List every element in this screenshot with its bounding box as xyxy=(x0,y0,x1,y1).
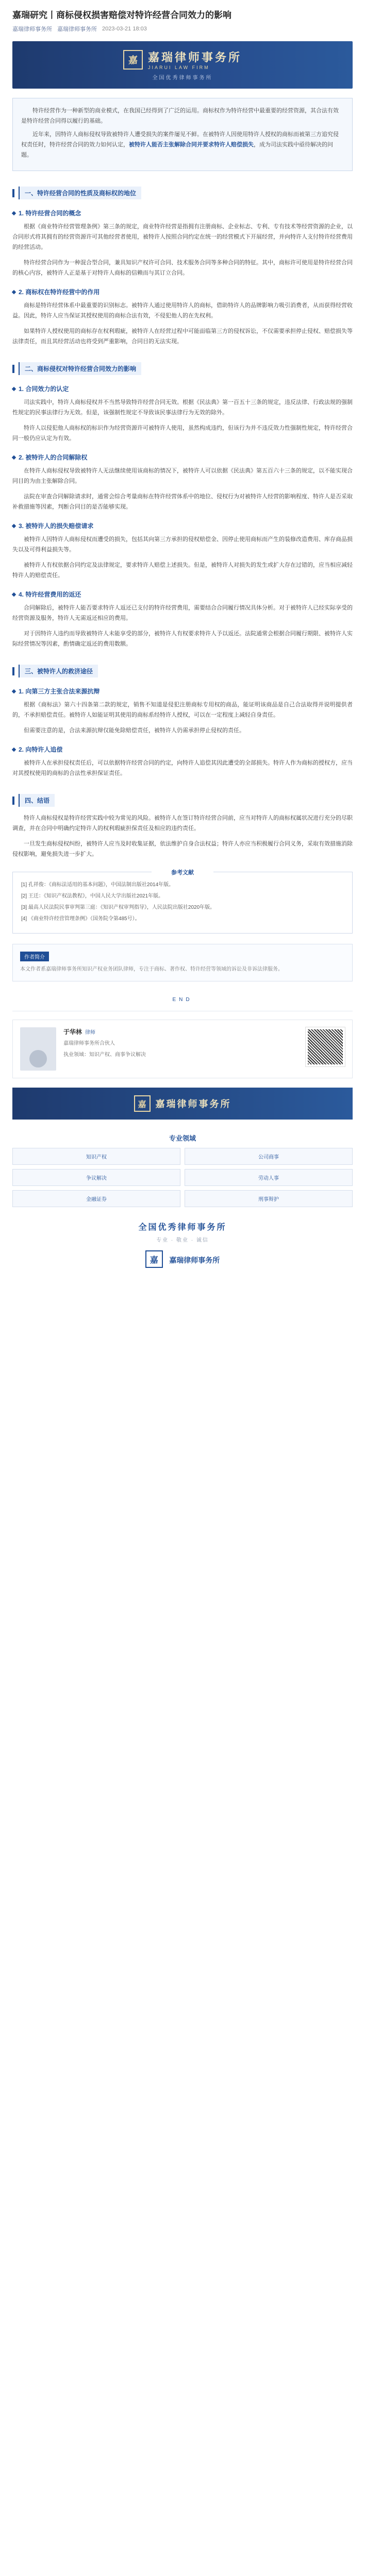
intro-paragraph-2: 近年来，因特许人商标侵权导致被特许人遭受损失的案件屡见不鲜。在被特许人因使用特许人授权的商标而被第三方追究侵权责任时，特许经营合同的效力如何认定，被特许人能否主张解除合同并要求特许人赔偿损失，成为司法实践中亟待解决的问题。 xyxy=(21,131,339,158)
paragraph: 被特许人在承担侵权责任后，可以依据特许经营合同的约定，向特许人追偿其因此遭受的全部损失。特许人作为商标的授权方，应当对其授权使用的商标的合法性承担保证责任。 xyxy=(12,760,353,776)
publish-date: 2023-03-21 18:03 xyxy=(102,26,147,32)
business-item[interactable]: 刑事辩护 xyxy=(185,1190,353,1207)
subsection-title: 1. 向第三方主张合法来源抗辩 xyxy=(19,688,100,695)
section-heading-bar xyxy=(12,365,14,373)
firm-name-en: JIARUI LAW FIRM xyxy=(147,65,210,70)
bottom-firm-name: 嘉瑞律师事务所 xyxy=(169,1256,220,1265)
business-item[interactable]: 争议解决 xyxy=(12,1169,180,1186)
business-item[interactable]: 知识产权 xyxy=(12,1148,180,1165)
article-section xyxy=(12,665,353,778)
lawyer-info-1: 嘉瑞律师事务所合伙人 xyxy=(63,1041,115,1046)
section-heading-label: 三、被特许人的救济途径 xyxy=(19,665,98,677)
author-intro-box xyxy=(12,944,353,981)
bottom-sub: 专业 · 敬业 · 诚信 xyxy=(156,1238,209,1243)
article-page xyxy=(0,0,365,1268)
subsection-title: 3. 被特许人的损失赔偿请求 xyxy=(19,522,94,530)
subsection-title: 2. 商标权在特许经营中的作用 xyxy=(19,289,100,296)
section-heading-label: 四、结语 xyxy=(19,794,55,807)
paragraph: 一旦发生商标侵权纠纷，被特许人应当及时收集证据，依法维护自身合法权益；特许人亦应当积极履行合同义务，采取有效措施消除侵权影响，避免损失进一步扩大。 xyxy=(12,841,353,857)
subsection-heading xyxy=(12,287,353,296)
diamond-bullet-icon xyxy=(12,523,16,528)
bottom-slogan: 全国优秀律师事务所 xyxy=(138,1223,227,1232)
firm-name: 嘉瑞律师事务所 xyxy=(147,51,242,64)
reference-item: [3] 最高人民法院民事审判第三庭：《知识产权审判指导》，人民法院出版社2020年版。 xyxy=(21,905,215,910)
footer-logo-icon: 嘉 xyxy=(134,1095,151,1112)
reference-item: [4] 《商业特许经营管理条例》（国务院令第485号）。 xyxy=(21,916,140,922)
section-heading xyxy=(12,362,353,375)
paragraph: 特许经营合同作为一种混合型合同，兼具知识产权许可合同、技术服务合同等多种合同的特征。其中，商标许可使用是特许经营合同的核心内容，被特许人正是基于对特许人商标的信赖而与其订立合同。 xyxy=(12,260,353,276)
paragraph: 但需要注意的是，合法来源抗辩仅能免除赔偿责任，被特许人仍需承担停止侵权的责任。 xyxy=(24,727,245,734)
references-list xyxy=(13,880,352,924)
bottom-logo xyxy=(126,1250,239,1268)
paragraph: 根据《商标法》第六十四条第二款的规定，销售不知道是侵犯注册商标专用权的商品，能证明该商品是自己合法取得并说明提供者的，不承担赔偿责任。被特许人如能证明其使用的商标系经特许人授权，可以在一定程度上减轻自身责任。 xyxy=(12,702,353,718)
subsection-heading xyxy=(12,384,353,393)
article-meta xyxy=(12,25,353,33)
bottom-logo-icon: 嘉 xyxy=(145,1250,163,1268)
diamond-bullet-icon xyxy=(12,747,16,751)
subsection-title: 1. 合同效力的认定 xyxy=(19,385,69,393)
subsection-heading xyxy=(12,687,353,696)
article-title: 嘉瑞研究丨商标侵权损害赔偿对特许经营合同效力的影响 xyxy=(12,10,231,20)
lawyer-avatar xyxy=(20,1027,56,1071)
end-mark: END xyxy=(172,997,193,1003)
diamond-bullet-icon xyxy=(12,592,16,596)
references-box xyxy=(12,872,353,934)
business-title: 专业领域 xyxy=(169,1134,196,1142)
section-heading-label: 一、特许经营合同的性质及商标权的地位 xyxy=(19,187,141,199)
subsection-heading xyxy=(12,521,353,530)
qr-code-icon xyxy=(306,1027,345,1066)
paragraph: 特许人商标侵权是特许经营实践中较为常见的风险。被特许人在签订特许经营合同前，应当对特许人的商标权属状况进行充分的尽职调查，并在合同中明确约定特许人的权利瑕疵担保责任及相应的违约责任。 xyxy=(12,815,353,832)
lawyer-name: 于华林 xyxy=(63,1028,82,1036)
intro-paragraph-1: 特许经营作为一种新型的商业模式，在我国已经得到了广泛的运用。商标权作为特许经营中最重要的经营资源，其合法有效是特许经营合同得以履行的基础。 xyxy=(21,108,339,124)
paragraph: 对于因特许人违约而导致被特许人未能享受的部分，被特许人有权要求特许人予以返还。法院通常会根据合同履行期限、被特许人实际经营情况等因素，酌情确定返还的费用数额。 xyxy=(12,631,353,647)
author-intro-tag: 作者简介 xyxy=(20,952,49,961)
paragraph: 法院在审查合同解除请求时，通常会综合考量商标在特许经营体系中的地位、侵权行为对被特许人经营的影响程度、特许人是否采取补救措施等因素，判断合同目的是否能够实现。 xyxy=(12,494,353,510)
author-intro-text: 本文作者系嘉瑞律师事务所知识产权业务团队律师，专注于商标、著作权、特许经营等领域的诉讼及非诉法律服务。 xyxy=(20,967,283,972)
footer-banner xyxy=(12,1088,353,1120)
lawyer-info-2: 执业领域：知识产权、商事争议解决 xyxy=(63,1052,146,1058)
subsection-title: 4. 特许经营费用的返还 xyxy=(19,591,81,598)
subsection-title: 2. 向特许人追偿 xyxy=(19,746,63,753)
section-heading-bar xyxy=(12,189,14,197)
paragraph: 在特许人商标侵权导致被特许人无法继续使用该商标的情况下，被特许人可以依据《民法典》第五百六十三条的规定，以不能实现合同目的为由主张解除合同。 xyxy=(12,468,353,484)
paragraph: 商标是特许经营体系中最重要的识别标志。被特许人通过使用特许人的商标，借助特许人的品牌影响力吸引消费者，从而获得经营收益。因此，特许人应当保证其授权使用的商标合法有效，不侵犯他人的在先权利。 xyxy=(12,302,353,319)
business-item[interactable]: 劳动人事 xyxy=(185,1169,353,1186)
paragraph: 特许人以侵犯他人商标权的标识作为经营资源许可被特许人使用，虽然构成违约，但该行为并不违反效力性强制性规定，特许经营合同一般仍应认定为有效。 xyxy=(12,425,353,442)
subsection-heading xyxy=(12,590,353,599)
lawyer-card xyxy=(12,1020,353,1078)
intro-highlight: 被特许人能否主张解除合同并要求特许人赔偿损失 xyxy=(129,142,254,148)
lawyer-role: 律师 xyxy=(85,1030,96,1036)
references-title: 参考文献 xyxy=(152,868,213,876)
account-name[interactable]: 嘉瑞律师事务所 xyxy=(57,26,97,32)
reference-item: [2] 王迁：《知识产权法教程》，中国人民大学出版社2021年版。 xyxy=(21,893,164,899)
reference-item: [1] 孔祥俊：《商标法适用的基本问题》，中国法制出版社2014年版。 xyxy=(21,882,174,888)
article-author[interactable]: 嘉瑞律师事务所 xyxy=(12,26,52,32)
article-header xyxy=(0,0,365,36)
paragraph: 被特许人因特许人商标侵权而遭受的损失，包括其向第三方承担的侵权赔偿金、因停止使用商标而产生的装修改造费用、库存商品损失以及可得利益损失等。 xyxy=(12,536,353,553)
paragraph: 如果特许人授权使用的商标存在权利瑕疵，被特许人在经营过程中可能面临第三方的侵权诉讼，不仅需要承担停止侵权、赔偿损失等法律责任，而且其经营活动也将受到严重影响，合同目的无法实现。 xyxy=(12,328,353,345)
business-grid xyxy=(12,1148,353,1207)
diamond-bullet-icon xyxy=(12,290,16,294)
paragraph: 司法实践中，特许人商标侵权并不当然导致特许经营合同无效。根据《民法典》第一百五十三条的规定，违反法律、行政法规的强制性规定的民事法律行为无效。但是，该强制性规定不导致该民事法律行为无效的除外。 xyxy=(12,399,353,416)
footer-firm-name: 嘉瑞律师事务所 xyxy=(155,1099,231,1109)
section-heading-label: 二、商标侵权对特许经营合同效力的影响 xyxy=(19,362,141,375)
diamond-bullet-icon xyxy=(12,689,16,693)
intro-box xyxy=(12,98,353,171)
article-body xyxy=(0,187,365,859)
subsection-title: 1. 特许经营合同的概念 xyxy=(19,210,81,217)
paragraph: 合同解除后，被特许人能否要求特许人返还已支付的特许经营费用，需要结合合同履行情况具体分析。对于被特许人已经实际享受的经营资源及服务，特许人无需返还相应的费用。 xyxy=(12,605,353,621)
diamond-bullet-icon xyxy=(12,455,16,459)
header-banner xyxy=(12,41,353,89)
article-section xyxy=(12,362,353,649)
paragraph: 根据《商业特许经营管理条例》第三条的规定，商业特许经营是指拥有注册商标、企业标志、专利、专有技术等经营资源的企业，以合同形式将其拥有的经营资源许可其他经营者使用，被特许人按照合同约定在统一的经营模式下开展经营，并向特许人支付特许经营费用的经营活动。 xyxy=(12,224,353,250)
diamond-bullet-icon xyxy=(12,386,16,391)
section-heading xyxy=(12,794,353,807)
article-section xyxy=(12,187,353,347)
banner-slogan: 全国优秀律师事务所 xyxy=(152,75,213,81)
section-heading xyxy=(12,665,353,677)
article-section xyxy=(12,794,353,859)
firm-logo-icon: 嘉 xyxy=(123,50,143,70)
subsection-heading xyxy=(12,453,353,462)
diamond-bullet-icon xyxy=(12,211,16,215)
business-item[interactable]: 金融证券 xyxy=(12,1190,180,1207)
subsection-heading xyxy=(12,745,353,754)
subsection-title: 2. 被特许人的合同解除权 xyxy=(19,454,88,461)
subsection-heading xyxy=(12,209,353,217)
business-item[interactable]: 公司商事 xyxy=(185,1148,353,1165)
section-heading xyxy=(12,187,353,199)
section-heading-bar xyxy=(12,667,14,675)
paragraph: 被特许人有权依据合同约定及法律规定，要求特许人赔偿上述损失。但是，被特许人对损失的发生或扩大存在过错的，应当相应减轻特许人的赔偿责任。 xyxy=(12,562,353,579)
section-heading-bar xyxy=(12,796,14,805)
